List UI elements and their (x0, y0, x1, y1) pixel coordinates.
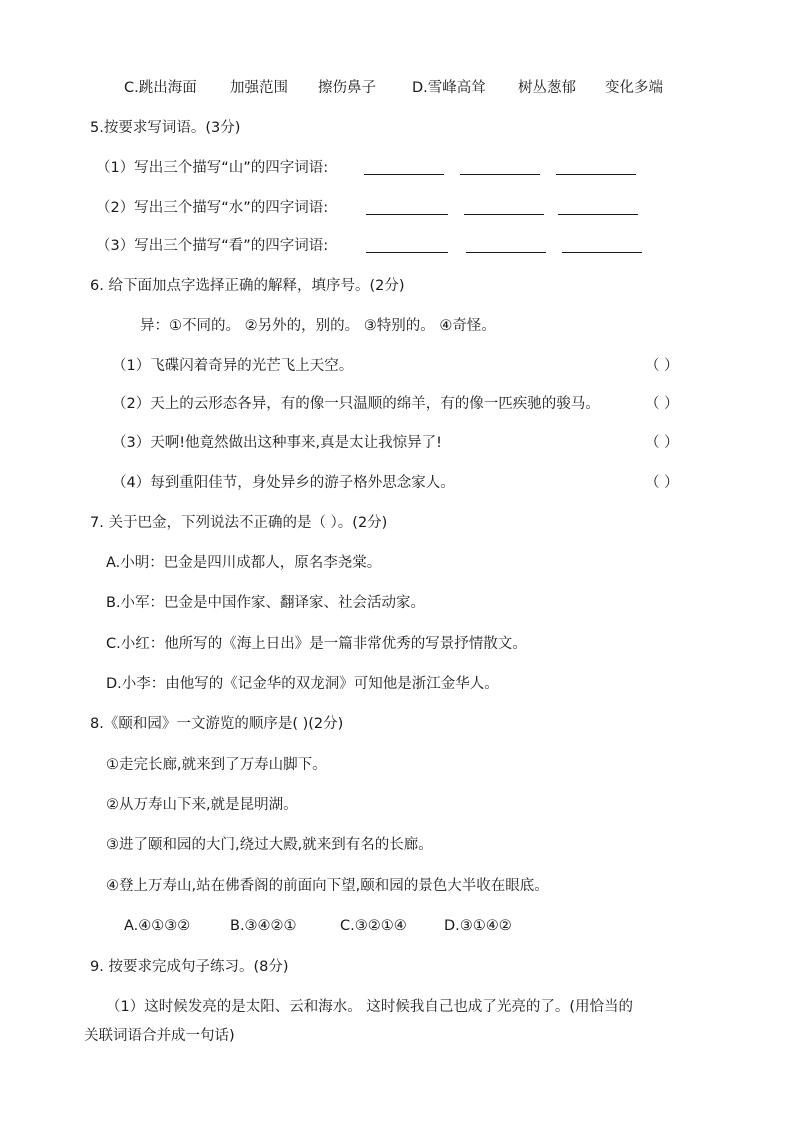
q5-answer-blank-3a[interactable] (366, 238, 448, 253)
q7-option-a[interactable] (106, 553, 381, 573)
q6-title (90, 276, 404, 296)
q6-definitions (140, 316, 496, 336)
q7-option-c[interactable] (106, 634, 527, 654)
q5-item-2 (96, 198, 328, 218)
q5-item-2-text: （2）写出三个描写“水”的四字词语: (96, 200, 329, 216)
q6-answer-1[interactable] (645, 356, 679, 376)
q6-item-2-text: （2）天上的云形态各异，有的像一只温顺的绵羊，有的像一匹疾驰的骏马。 (112, 396, 600, 412)
q6-title-text: 6. 给下面加点字选择正确的解释，填序号。(2分) (90, 278, 405, 294)
q5-title (90, 118, 240, 138)
q8-item-3 (106, 835, 433, 855)
q8-choice-a[interactable] (124, 916, 190, 936)
q6-answer-2-paren: （ ） (645, 396, 679, 412)
q6-item-4-text: （4）每到重阳佳节，身处异乡的游子格外思念家人。 (112, 475, 455, 491)
q6-answer-3-paren: （ ） (645, 435, 679, 451)
q8-choice-c-text: C.③②①④ (340, 918, 407, 934)
q9-sentence-line-2-text: 关联词语合并成一句话) (84, 1028, 235, 1044)
q8-item-4-text: ④登上万寿山,站在佛香阁的前面向下望,颐和园的景色大半收在眼底。 (106, 878, 549, 894)
q5-answer-blank-1a[interactable] (364, 160, 444, 175)
q8-choice-d-text: D.③①④② (444, 918, 512, 934)
q9-sentence-line-1 (106, 997, 633, 1017)
q4-option-d-word2 (518, 78, 576, 98)
q5-answer-blank-2a[interactable] (366, 200, 448, 215)
q6-answer-3[interactable] (645, 433, 679, 453)
q4-option-d (412, 78, 486, 98)
q8-item-2 (106, 795, 298, 815)
q6-definitions-text: 异：①不同的。 ②另外的，别的。 ③特别的。 ④奇怪。 (140, 318, 496, 334)
q6-item-1-text: （1）飞碟闪着奇异的光芒飞上天空。 (112, 358, 354, 374)
q7-option-b[interactable] (106, 593, 425, 613)
q4-option-d-word2-text: 树丛葱郁 (518, 80, 576, 96)
q9-title-text: 9. 按要求完成句子练习。(8分) (90, 959, 289, 975)
q4-option-c-word3-text: 擦伤鼻子 (318, 80, 376, 96)
q5-answer-blank-3b[interactable] (466, 238, 546, 253)
q7-option-d-text: D.小李：由他写的《记金华的双龙洞》可知他是浙江金华人。 (106, 676, 499, 692)
q5-answer-blank-2b[interactable] (464, 200, 544, 215)
q5-item-3 (96, 236, 328, 256)
q8-choice-c[interactable] (340, 916, 407, 936)
q8-item-1 (106, 755, 327, 775)
q6-answer-2[interactable] (645, 394, 679, 414)
q8-choice-a-text: A.④①③② (124, 918, 191, 934)
q5-answer-blank-1c[interactable] (556, 160, 636, 175)
q7-title (90, 513, 387, 533)
q5-item-1-text: （1）写出三个描写“山”的四字词语: (96, 160, 329, 176)
q4-option-c-word2 (230, 78, 288, 98)
q4-option-d-text: D.雪峰高耸 (412, 80, 486, 96)
q8-item-3-text: ③进了颐和园的大门,绕过大殿,就来到有名的长廊。 (106, 837, 433, 853)
q4-option-c (124, 78, 197, 98)
q8-item-2-text: ②从万寿山下来,就是昆明湖。 (106, 797, 298, 813)
q5-answer-blank-2c[interactable] (558, 200, 638, 215)
q6-answer-1-paren: （ ） (645, 358, 679, 374)
q7-option-b-text: B.小军：巴金是中国作家、翻译家、社会活动家。 (106, 595, 426, 611)
q8-choice-b-text: B.③④②① (230, 918, 297, 934)
q8-title (90, 714, 343, 734)
q5-answer-blank-1b[interactable] (460, 160, 540, 175)
q5-item-1 (96, 158, 328, 178)
q4-option-d-word3-text: 变化多端 (605, 80, 663, 96)
q5-item-3-text: （3）写出三个描写“看”的四字词语: (96, 238, 329, 254)
q4-option-c-word2-text: 加强范围 (230, 80, 288, 96)
q4-option-c-word3 (318, 78, 376, 98)
q7-option-a-text: A.小明：巴金是四川成都人，原名李尧棠。 (106, 555, 382, 571)
q9-sentence-line-2 (84, 1026, 235, 1046)
q6-item-3-text: （3）天啊!他竟然做出这种事来,真是太让我惊异了! (112, 435, 442, 451)
q4-option-d-word3 (605, 78, 663, 98)
q7-option-c-text: C.小红：他所写的《海上日出》是一篇非常优秀的写景抒情散文。 (106, 636, 527, 652)
q5-answer-blank-3c[interactable] (562, 238, 642, 253)
q8-item-1-text: ①走完长廊,就来到了万寿山脚下。 (106, 757, 327, 773)
q6-item-1 (112, 356, 353, 376)
q6-answer-4-paren: （ ） (645, 475, 679, 491)
q6-item-3 (112, 433, 442, 453)
q8-choice-b[interactable] (230, 916, 297, 936)
q8-choice-d[interactable] (444, 916, 512, 936)
q9-sentence-line-1-text: （1）这时候发亮的是太阳、云和海水。 这时候我自己也成了光亮的了。(用恰当的 (106, 999, 633, 1015)
q6-answer-4[interactable] (645, 473, 679, 493)
q6-item-4 (112, 473, 455, 493)
q4-option-c-text: C.跳出海面 (124, 80, 197, 96)
q7-title-text: 7. 关于巴金，下列说法不正确的是（ ）。(2分) (90, 515, 388, 531)
q8-item-4 (106, 876, 549, 896)
q8-title-text: 8.《颐和园》一文游览的顺序是( )(2分) (90, 716, 344, 732)
q7-option-d[interactable] (106, 674, 499, 694)
q9-title (90, 957, 288, 977)
q5-title-text: 5.按要求写词语。(3分) (90, 120, 241, 136)
q6-item-2 (112, 394, 600, 414)
